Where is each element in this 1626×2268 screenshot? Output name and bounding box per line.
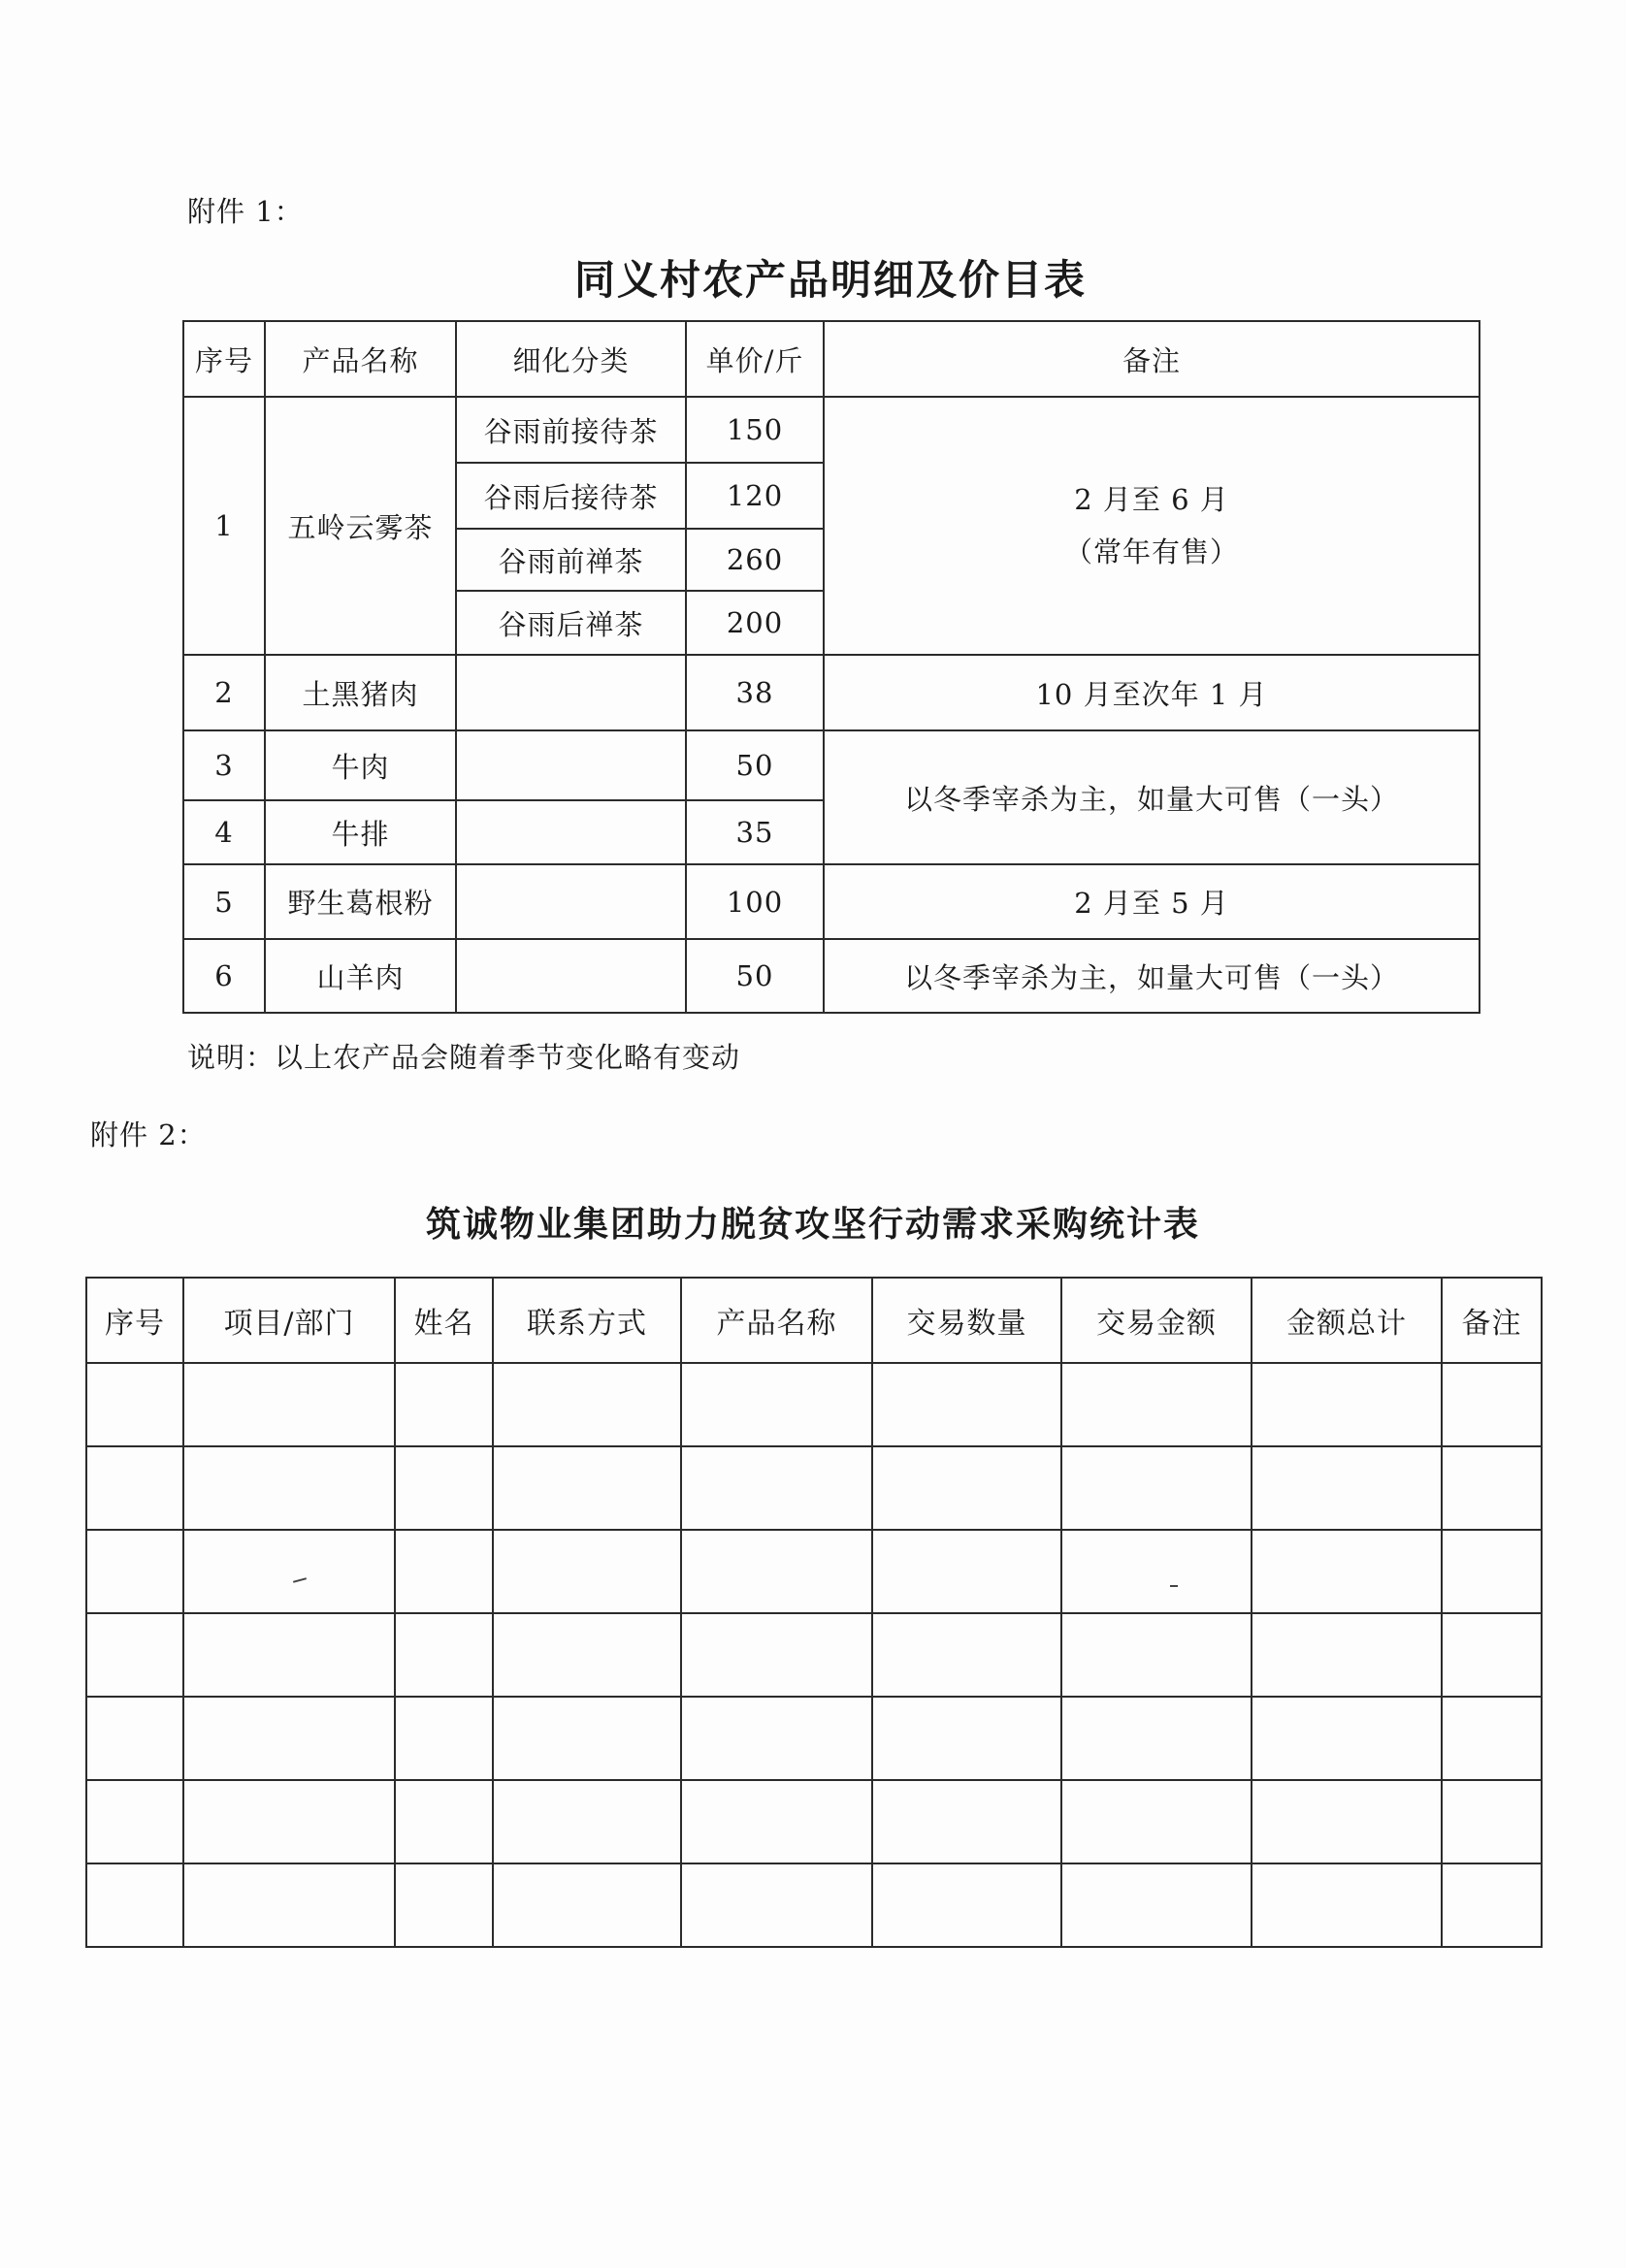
table-row: [86, 1363, 1542, 1446]
cell-no: 2: [183, 655, 265, 730]
cell-subcategory: 谷雨前禅茶: [456, 529, 686, 591]
attachment1-label: 附件 1：: [187, 195, 304, 228]
table-cell: [86, 1697, 183, 1780]
table-cell: [493, 1863, 681, 1947]
table-cell: [395, 1780, 493, 1863]
table-row: [183, 730, 1480, 800]
table-cell: [493, 1697, 681, 1780]
table-cell: [183, 1446, 395, 1530]
cell-price: 38: [686, 655, 824, 730]
table-cell: [395, 1446, 493, 1530]
table-cell: [1061, 1697, 1252, 1780]
table-cell: [681, 1613, 872, 1697]
table-cell: [493, 1363, 681, 1446]
table-cell: [183, 1780, 395, 1863]
table-cell: [493, 1780, 681, 1863]
table-cell: [395, 1863, 493, 1947]
header-total: 金额总计: [1252, 1278, 1442, 1363]
table-row: [86, 1530, 1542, 1613]
cell-subcategory: 谷雨前接待茶: [456, 397, 686, 463]
table-cell: [493, 1446, 681, 1530]
header-name: 姓名: [395, 1278, 493, 1363]
table-cell: [395, 1697, 493, 1780]
table-cell: [681, 1863, 872, 1947]
cell-price: 35: [686, 800, 824, 864]
table-cell: [872, 1697, 1061, 1780]
attachment1-note: 说明：以上农产品会随着季节变化略有变动: [187, 1041, 741, 1074]
cell-product-name: 野生葛根粉: [265, 864, 456, 939]
header-no: 序号: [183, 321, 265, 397]
cell-remark: 10 月至次年 1 月: [824, 655, 1480, 730]
table-cell: [681, 1530, 872, 1613]
table-cell: [1252, 1613, 1442, 1697]
purchase-table: [85, 1277, 1543, 1948]
purchase-table-body: [86, 1363, 1542, 1947]
table-row: [183, 864, 1480, 939]
table-cell: [1442, 1863, 1542, 1947]
purchase-table-header-row: [86, 1278, 1542, 1363]
header-product-name: 产品名称: [265, 321, 456, 397]
table-cell: [681, 1446, 872, 1530]
cell-product-name: 山羊肉: [265, 939, 456, 1013]
table-cell: [1442, 1530, 1542, 1613]
attachment2-label: 附件 2：: [90, 1118, 207, 1151]
tea-remark-line1: 2 月至 6 月: [1074, 483, 1229, 516]
table-cell: [395, 1613, 493, 1697]
header-remark: 备注: [824, 321, 1480, 397]
table-cell: [872, 1613, 1061, 1697]
header-no: 序号: [86, 1278, 183, 1363]
table-cell: [1061, 1780, 1252, 1863]
cell-remark: 以冬季宰杀为主，如量大可售（一头）: [824, 730, 1480, 864]
tea-remark-line2: （常年有售）: [1063, 535, 1239, 568]
table-cell: [872, 1863, 1061, 1947]
table-cell: [86, 1613, 183, 1697]
table-cell: [86, 1863, 183, 1947]
table-cell: [1061, 1530, 1252, 1613]
cell-remark: 2 月至 5 月: [824, 864, 1480, 939]
table-cell: [1061, 1863, 1252, 1947]
table-row: [86, 1863, 1542, 1947]
table-cell: [395, 1363, 493, 1446]
table-cell: [1442, 1780, 1542, 1863]
cell-subcategory: [456, 864, 686, 939]
cell-price: 100: [686, 864, 824, 939]
header-amount: 交易金额: [1061, 1278, 1252, 1363]
table-cell: [681, 1780, 872, 1863]
table-cell: [183, 1863, 395, 1947]
table-cell: [183, 1697, 395, 1780]
attachment2-title: 筑诚物业集团助力脱贫攻坚行动需求采购统计表: [425, 1204, 1200, 1245]
table-row: [183, 397, 1480, 463]
table-cell: [681, 1697, 872, 1780]
cell-product-name: 五岭云雾茶: [265, 397, 456, 655]
table-cell: [681, 1363, 872, 1446]
table-cell: [1061, 1613, 1252, 1697]
table-cell: [1252, 1697, 1442, 1780]
table-row: [86, 1613, 1542, 1697]
table-cell: [1442, 1363, 1542, 1446]
table-cell: [1252, 1446, 1442, 1530]
table-row: [86, 1697, 1542, 1780]
table-cell: [1442, 1697, 1542, 1780]
cell-subcategory: 谷雨后禅茶: [456, 591, 686, 655]
cell-price: 50: [686, 939, 824, 1013]
table-cell: [1442, 1613, 1542, 1697]
cell-no: 5: [183, 864, 265, 939]
table-cell: [86, 1530, 183, 1613]
cell-remark: 以冬季宰杀为主，如量大可售（一头）: [824, 939, 1480, 1013]
cell-subcategory: [456, 800, 686, 864]
cell-subcategory: 谷雨后接待茶: [456, 463, 686, 529]
table-row: [86, 1780, 1542, 1863]
table-cell: [86, 1363, 183, 1446]
cell-price: 120: [686, 463, 824, 529]
cell-subcategory: [456, 730, 686, 800]
table-cell: [86, 1780, 183, 1863]
table-cell: [1442, 1446, 1542, 1530]
cell-price: 150: [686, 397, 824, 463]
cell-price: 200: [686, 591, 824, 655]
cell-product-name: 牛排: [265, 800, 456, 864]
cell-no: 3: [183, 730, 265, 800]
table-cell: [872, 1780, 1061, 1863]
cell-no: 4: [183, 800, 265, 864]
scan-speck: [1170, 1585, 1178, 1587]
table-row: [183, 655, 1480, 730]
header-subcategory: 细化分类: [456, 321, 686, 397]
cell-remark: [824, 397, 1480, 655]
header-contact: 联系方式: [493, 1278, 681, 1363]
price-table-header-row: [183, 321, 1480, 397]
table-cell: [1252, 1363, 1442, 1446]
table-cell: [183, 1363, 395, 1446]
cell-no: 6: [183, 939, 265, 1013]
header-unit-price: 单价/斤: [686, 321, 824, 397]
table-cell: [1252, 1780, 1442, 1863]
table-cell: [86, 1446, 183, 1530]
cell-product-name: 牛肉: [265, 730, 456, 800]
table-cell: [872, 1446, 1061, 1530]
cell-price: 50: [686, 730, 824, 800]
table-cell: [1252, 1530, 1442, 1613]
table-cell: [493, 1613, 681, 1697]
cell-product-name: 土黑猪肉: [265, 655, 456, 730]
table-cell: [493, 1530, 681, 1613]
table-cell: [1061, 1446, 1252, 1530]
table-cell: [183, 1613, 395, 1697]
cell-price: 260: [686, 529, 824, 591]
table-cell: [872, 1530, 1061, 1613]
header-remark: 备注: [1442, 1278, 1542, 1363]
cell-subcategory: [456, 939, 686, 1013]
table-cell: [395, 1530, 493, 1613]
price-table: [182, 320, 1480, 1014]
table-row: [86, 1446, 1542, 1530]
cell-subcategory: [456, 655, 686, 730]
header-project-department: 项目/部门: [183, 1278, 395, 1363]
table-cell: [183, 1530, 395, 1613]
header-quantity: 交易数量: [872, 1278, 1061, 1363]
header-product-name: 产品名称: [681, 1278, 872, 1363]
attachment1-title: 同义村农产品明细及价目表: [573, 256, 1087, 304]
table-cell: [1252, 1863, 1442, 1947]
table-cell: [872, 1363, 1061, 1446]
table-cell: [1061, 1363, 1252, 1446]
table-row: [183, 939, 1480, 1013]
cell-no: 1: [183, 397, 265, 655]
